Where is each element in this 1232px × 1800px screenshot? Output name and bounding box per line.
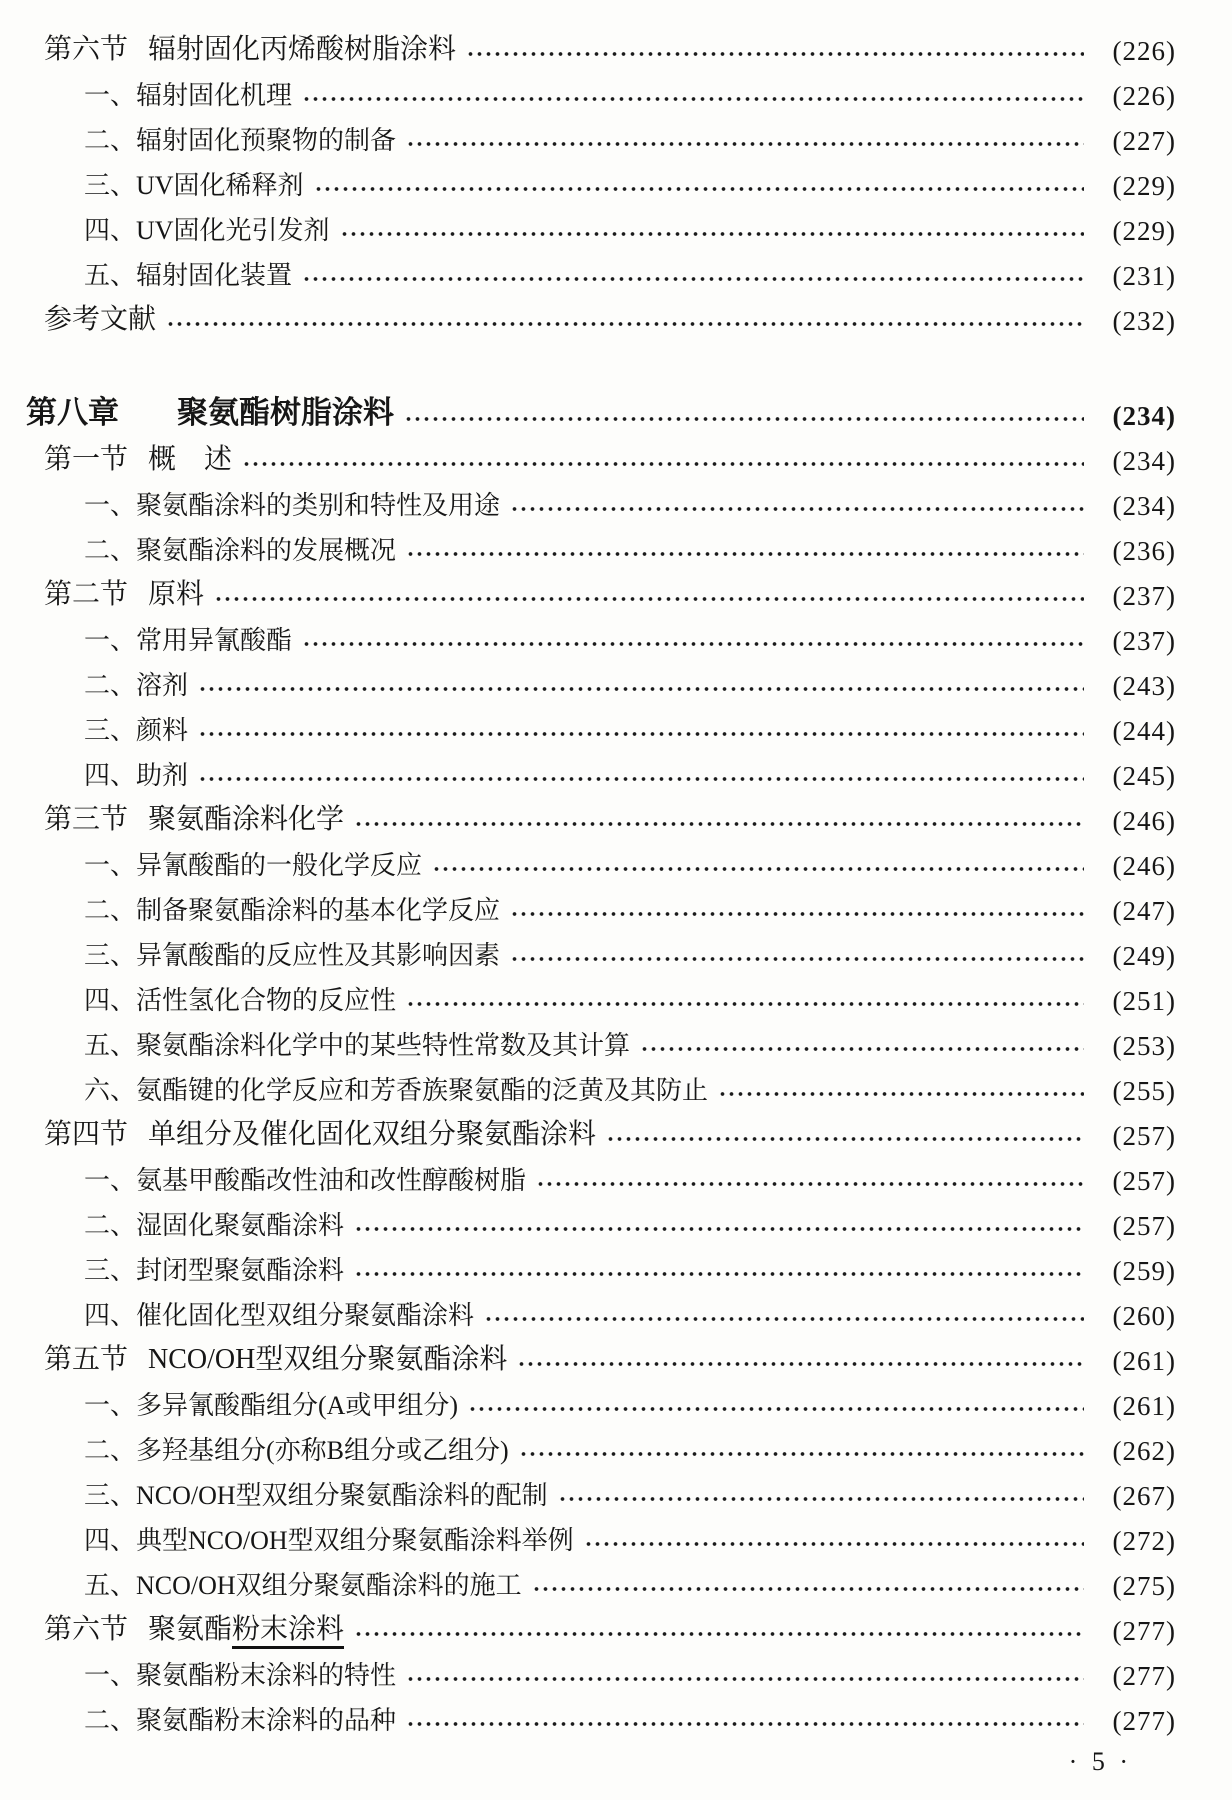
title-text: 一、聚氨酯涂料的类别和特性及用途 — [84, 491, 501, 520]
dotted-leader — [466, 50, 1084, 58]
entry-page: (229) — [1112, 216, 1176, 246]
title-text: 二、制备聚氨酯涂料的基本化学反应 — [84, 896, 501, 925]
dotted-leader — [198, 730, 1084, 738]
entry-title — [84, 1520, 574, 1557]
dotted-leader — [242, 460, 1084, 468]
entry-page: (244) — [1112, 716, 1176, 746]
toc-row — [26, 1647, 1176, 1692]
dotted-leader — [354, 1630, 1084, 1638]
toc-row — [26, 1557, 1176, 1602]
toc-row — [26, 1692, 1176, 1737]
toc-row — [26, 477, 1176, 522]
title-text: 二、辐射固化预聚物的制备 — [84, 126, 397, 155]
entry-page: (251) — [1112, 986, 1176, 1016]
dotted-leader — [640, 1045, 1084, 1053]
entry-page: (277) — [1112, 1661, 1176, 1691]
dotted-leader — [468, 1405, 1084, 1413]
dotted-leader — [214, 595, 1084, 603]
toc-row — [26, 1602, 1176, 1647]
entry-title — [84, 120, 396, 157]
entry-title — [84, 75, 292, 112]
entry-title — [84, 1025, 630, 1062]
toc-row — [26, 522, 1176, 567]
dotted-leader — [406, 550, 1084, 558]
entry-title — [84, 845, 422, 882]
entry-page: (226) — [1112, 36, 1176, 66]
dotted-leader — [606, 1135, 1084, 1143]
title-text: 聚氨酯 — [148, 1614, 233, 1645]
entry-title — [148, 437, 232, 477]
toc-row — [26, 1062, 1176, 1107]
entry-label: 第六节 — [44, 34, 129, 65]
toc-row — [26, 247, 1176, 292]
title-text: 单组分及催化固化双组分聚氨酯涂料 — [148, 1119, 597, 1150]
entry-page: (267) — [1112, 1481, 1176, 1511]
entry-title — [84, 890, 500, 927]
entry-title — [84, 1295, 474, 1332]
toc — [26, 22, 1176, 1737]
entry-page: (234) — [1112, 401, 1176, 431]
title-text: 五、聚氨酯涂料化学中的某些特性常数及其计算 — [84, 1031, 631, 1060]
dotted-leader — [484, 1315, 1084, 1323]
entry-title — [84, 1655, 396, 1692]
entry-page: (245) — [1112, 761, 1176, 791]
dotted-leader — [404, 415, 1084, 423]
toc-row — [26, 792, 1176, 837]
toc-row — [26, 972, 1176, 1017]
entry-label: 第四节 — [44, 1119, 129, 1150]
toc-row — [26, 387, 1176, 432]
entry-title — [44, 297, 156, 337]
toc-row — [26, 1377, 1176, 1422]
title-text: 四、活性氢化合物的反应性 — [84, 986, 397, 1015]
entry-title — [84, 980, 396, 1017]
entry-title — [84, 1430, 509, 1467]
dotted-leader — [517, 1360, 1084, 1368]
toc-row — [26, 67, 1176, 112]
entry-title — [84, 935, 500, 972]
toc-row — [26, 202, 1176, 247]
entry-page: (234) — [1112, 446, 1176, 476]
dotted-leader — [510, 955, 1084, 963]
dotted-leader — [198, 775, 1084, 783]
title-text: 概 述 — [148, 444, 233, 475]
dotted-leader — [532, 1585, 1084, 1593]
dotted-leader — [406, 1720, 1084, 1728]
entry-page: (277) — [1112, 1616, 1176, 1646]
toc-row — [26, 292, 1176, 337]
title-text: 参考文献 — [44, 304, 157, 335]
section-gap — [26, 337, 1176, 387]
entry-page: (261) — [1112, 1346, 1176, 1376]
entry-label: 第五节 — [44, 1344, 129, 1375]
title-text: 四、典型NCO/OH型双组分聚氨酯涂料举例 — [84, 1526, 574, 1555]
entry-page: (236) — [1112, 536, 1176, 566]
title-text: 一、异氰酸酯的一般化学反应 — [84, 851, 423, 880]
dotted-leader — [166, 320, 1084, 328]
title-text: 四、UV固化光引发剂 — [84, 216, 330, 245]
toc-row — [26, 1467, 1176, 1512]
entry-page: (272) — [1112, 1526, 1176, 1556]
entry-title — [148, 572, 204, 612]
underlined-text: 粉末涂料 — [232, 1614, 344, 1649]
dotted-leader — [302, 275, 1084, 283]
entry-page: (257) — [1112, 1121, 1176, 1151]
toc-row — [26, 22, 1176, 67]
entry-title — [84, 530, 396, 567]
toc-row — [26, 702, 1176, 747]
title-text: 五、NCO/OH双组分聚氨酯涂料的施工 — [84, 1571, 522, 1600]
entry-label: 第二节 — [44, 579, 129, 610]
dotted-leader — [558, 1495, 1084, 1503]
title-text: 一、聚氨酯粉末涂料的特性 — [84, 1661, 397, 1690]
toc-row — [26, 432, 1176, 477]
entry-page: (247) — [1112, 896, 1176, 926]
dotted-leader — [584, 1540, 1084, 1548]
entry-page: (237) — [1112, 581, 1176, 611]
entry-title — [84, 755, 188, 792]
entry-title — [84, 1385, 458, 1422]
entry-page: (234) — [1112, 491, 1176, 521]
entry-page: (246) — [1112, 851, 1176, 881]
toc-row — [26, 882, 1176, 927]
dotted-leader — [340, 230, 1084, 238]
toc-row — [26, 567, 1176, 612]
entry-title — [148, 1112, 596, 1152]
title-text: 原料 — [148, 579, 205, 610]
title-text: 一、氨基甲酸酯改性油和改性醇酸树脂 — [84, 1166, 527, 1195]
entry-page: (232) — [1112, 306, 1176, 336]
toc-row — [26, 1017, 1176, 1062]
toc-row — [26, 612, 1176, 657]
entry-title — [84, 1475, 548, 1512]
title-text: 三、封闭型聚氨酯涂料 — [84, 1256, 345, 1285]
entry-page: (243) — [1112, 671, 1176, 701]
entry-page: (275) — [1112, 1571, 1176, 1601]
dotted-leader — [354, 820, 1084, 828]
entry-title — [84, 710, 188, 747]
entry-title — [84, 1700, 396, 1737]
dotted-leader — [406, 140, 1084, 148]
toc-row — [26, 112, 1176, 157]
dotted-leader — [302, 640, 1084, 648]
toc-row — [26, 1197, 1176, 1242]
dotted-leader — [354, 1270, 1084, 1278]
dotted-leader — [198, 685, 1084, 693]
entry-page: (261) — [1112, 1391, 1176, 1421]
entry-page: (226) — [1112, 81, 1176, 111]
entry-page: (231) — [1112, 261, 1176, 291]
dotted-leader — [354, 1225, 1084, 1233]
entry-page: (227) — [1112, 126, 1176, 156]
entry-label: 第六节 — [44, 1614, 129, 1645]
entry-page: (257) — [1112, 1166, 1176, 1196]
dotted-leader — [302, 95, 1084, 103]
title-text: 三、UV固化稀释剂 — [84, 171, 304, 200]
dotted-leader — [406, 1675, 1084, 1683]
title-text: 三、NCO/OH型双组分聚氨酯涂料的配制 — [84, 1481, 548, 1510]
entry-page: (255) — [1112, 1076, 1176, 1106]
toc-row — [26, 927, 1176, 972]
entry-title — [84, 255, 292, 292]
title-text: NCO/OH型双组分聚氨酯涂料 — [148, 1344, 508, 1375]
entry-title — [84, 210, 330, 247]
entry-page: (246) — [1112, 806, 1176, 836]
title-text: 二、多羟基组分(亦称B组分或乙组分) — [84, 1436, 509, 1465]
entry-title — [84, 165, 304, 202]
toc-row — [26, 1287, 1176, 1332]
entry-title — [84, 620, 292, 657]
toc-row — [26, 657, 1176, 702]
entry-page: (253) — [1112, 1031, 1176, 1061]
dotted-leader — [519, 1450, 1084, 1458]
entry-title — [84, 1160, 526, 1197]
title-text: 辐射固化丙烯酸树脂涂料 — [148, 34, 457, 65]
entry-title — [148, 1607, 344, 1647]
title-text: 四、助剂 — [84, 761, 189, 790]
title-text: 三、异氰酸酯的反应性及其影响因素 — [84, 941, 501, 970]
toc-row — [26, 1152, 1176, 1197]
toc-row — [26, 1332, 1176, 1377]
title-text: 二、聚氨酯涂料的发展概况 — [84, 536, 397, 565]
entry-page: (257) — [1112, 1211, 1176, 1241]
entry-page: (237) — [1112, 626, 1176, 656]
entry-page: (249) — [1112, 941, 1176, 971]
entry-title — [84, 1205, 344, 1242]
title-text: 一、常用异氰酸酯 — [84, 626, 293, 655]
entry-title — [177, 387, 394, 432]
title-text: 四、催化固化型双组分聚氨酯涂料 — [84, 1301, 475, 1330]
dotted-leader — [510, 505, 1084, 513]
entry-title — [84, 1250, 344, 1287]
title-text: 三、颜料 — [84, 716, 189, 745]
entry-label: 第八章 — [26, 395, 119, 430]
dotted-leader — [510, 910, 1084, 918]
entry-page: (262) — [1112, 1436, 1176, 1466]
entry-title — [148, 27, 456, 67]
title-text: 聚氨酯树脂涂料 — [177, 395, 394, 430]
entry-page: (229) — [1112, 171, 1176, 201]
toc-row — [26, 837, 1176, 882]
toc-row — [26, 1512, 1176, 1557]
dotted-leader — [718, 1090, 1084, 1098]
entry-title — [148, 1337, 507, 1377]
dotted-leader — [406, 1000, 1084, 1008]
entry-label: 第一节 — [44, 444, 129, 475]
dotted-leader — [536, 1180, 1084, 1188]
title-text: 一、多异氰酸酯组分(A或甲组分) — [84, 1391, 459, 1420]
title-text: 聚氨酯涂料化学 — [148, 804, 345, 835]
toc-row — [26, 747, 1176, 792]
toc-row — [26, 1422, 1176, 1467]
title-text: 一、辐射固化机理 — [84, 81, 293, 110]
title-text: 五、辐射固化装置 — [84, 261, 293, 290]
title-text: 二、湿固化聚氨酯涂料 — [84, 1211, 345, 1240]
entry-title — [148, 797, 344, 837]
toc-row — [26, 1242, 1176, 1287]
entry-title — [84, 665, 188, 702]
toc-row — [26, 1107, 1176, 1152]
title-text: 二、溶剂 — [84, 671, 189, 700]
dotted-leader — [432, 865, 1084, 873]
toc-row — [26, 157, 1176, 202]
entry-title — [84, 485, 500, 522]
dotted-leader — [314, 185, 1084, 193]
entry-page: (259) — [1112, 1256, 1176, 1286]
entry-page: (277) — [1112, 1706, 1176, 1736]
entry-title — [84, 1070, 708, 1107]
title-text: 六、氨酯键的化学反应和芳香族聚氨酯的泛黄及其防止 — [84, 1076, 709, 1105]
entry-label: 第三节 — [44, 804, 129, 835]
entry-page: (260) — [1112, 1301, 1176, 1331]
title-text: 二、聚氨酯粉末涂料的品种 — [84, 1706, 397, 1735]
page-number-footer: · 5 · — [1068, 1747, 1132, 1776]
entry-title — [84, 1565, 522, 1602]
